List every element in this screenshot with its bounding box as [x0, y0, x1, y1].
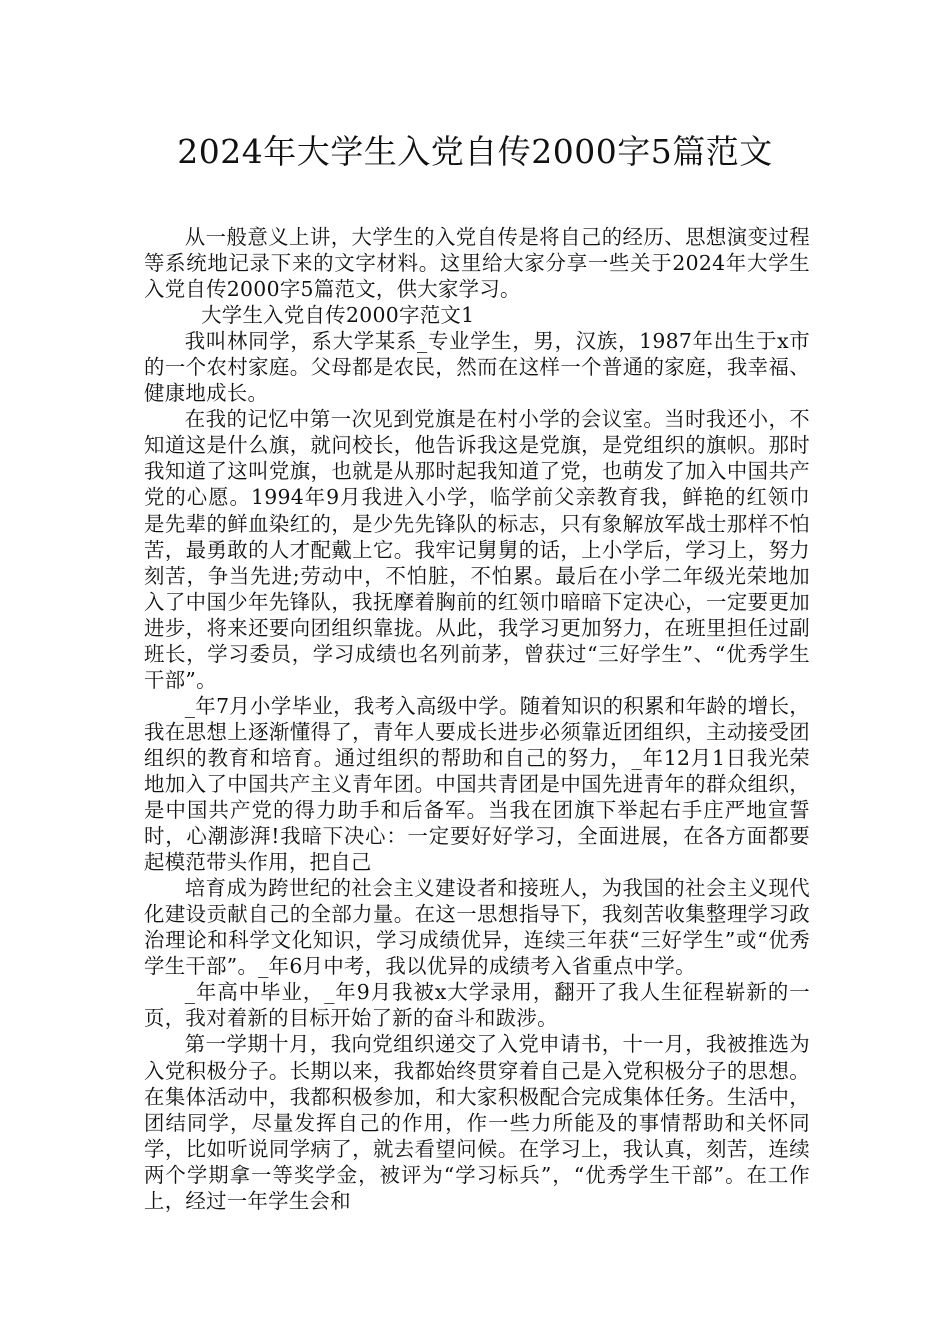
document-title: 2024年大学生入党自传2000字5篇范文: [177, 132, 773, 171]
document-body: [144, 224, 810, 1214]
intro-paragraph: 从一般意义上讲，大学生的入党自传是将自己的经历、思想演变过程等系统地记录下来的文字材料。这里给大家分享一些关于2024年大学生入党自传2000字5篇范文，供大家学习。: [144, 225, 810, 302]
body-paragraph: 培育成为跨世纪的社会主义建设者和接班人，为我国的社会主义现代化建设贡献自己的全部力量。在这一思想指导下，我刻苦收集整理学习政治理论和科学文化知识，学习成绩优异，连续三年获“三好学生”或“优秀学生干部”。_年6月中考，我以优异的成绩考入省重点中学。: [144, 876, 810, 979]
body-paragraph: 第一学期十月，我向党组织递交了入党申请书，十一月，我被推选为入党积极分子。长期以来，我都始终贯穿着自己是入党积极分子的思想。在集体活动中，我都积极参加，和大家积极配合完成集体任务。生活中，团结同学，尽量发挥自己的作用，作一些力所能及的事情帮助和关怀同学，比如听说同学病了，就去看望问候。在学习上，我认真，刻苦，连续两个学期拿一等奖学金，被评为“学习标兵”，“优秀学生干部”。在工作上，经过一年学生会和: [144, 1032, 810, 1213]
section-heading: 大学生入党自传2000字范文1: [201, 303, 475, 328]
body-paragraph: 在我的记忆中第一次见到党旗是在村小学的会议室。当时我还小，不知道这是什么旗，就问校长，他告诉我这是党旗，是党组织的旗帜。那时我知道了这叫党旗，也就是从那时起我知道了党，也萌发了加入中国共产党的心愿。1994年9月我进入小学，临学前父亲教育我，鲜艳的红领巾是先辈的鲜血染红的，是少先先锋队的标志，只有象解放军战士那样不怕苦，最勇敢的人才配戴上它。我牢记舅舅的话，上小学后，学习上，努力刻苦，争当先进;劳动中，不怕脏，不怕累。最后在小学二年级光荣地加入了中国少年先锋队，我抚摩着胸前的红领巾暗暗下定决心，一定要更加进步，将来还要向团组织靠拢。从此，我学习更加努力，在班里担任过副班长，学习委员，学习成绩也名列前茅，曾获过“三好学生”、“优秀学生干部”。: [144, 407, 810, 692]
body-paragraph: _年高中毕业，_年9月我被x大学录用，翻开了我人生征程崭新的一页，我对着新的目标开始了新的奋斗和跋涉。: [144, 980, 810, 1031]
body-paragraph: _年7月小学毕业，我考入高级中学。随着知识的积累和年龄的增长，我在思想上逐渐懂得了，青年人要成长进步必须靠近团组织，主动接受团组织的教育和培育。通过组织的帮助和自己的努力，_年12月1日我光荣地加入了中国共产主义青年团。中国共青团是中国先进青年的群众组织，是中国共产党的得力助手和后备军。当我在团旗下举起右手庄严地宣誓时，心潮澎湃!我暗下决心：一定要好好学习，全面进展，在各方面都要起模范带头作用，把自己: [144, 693, 810, 875]
body-paragraph: 我叫林同学，系大学某系_专业学生，男，汉族，1987年出生于x市的一个农村家庭。父母都是农民，然而在这样一个普通的家庭，我幸福、健康地成长。: [144, 329, 810, 406]
